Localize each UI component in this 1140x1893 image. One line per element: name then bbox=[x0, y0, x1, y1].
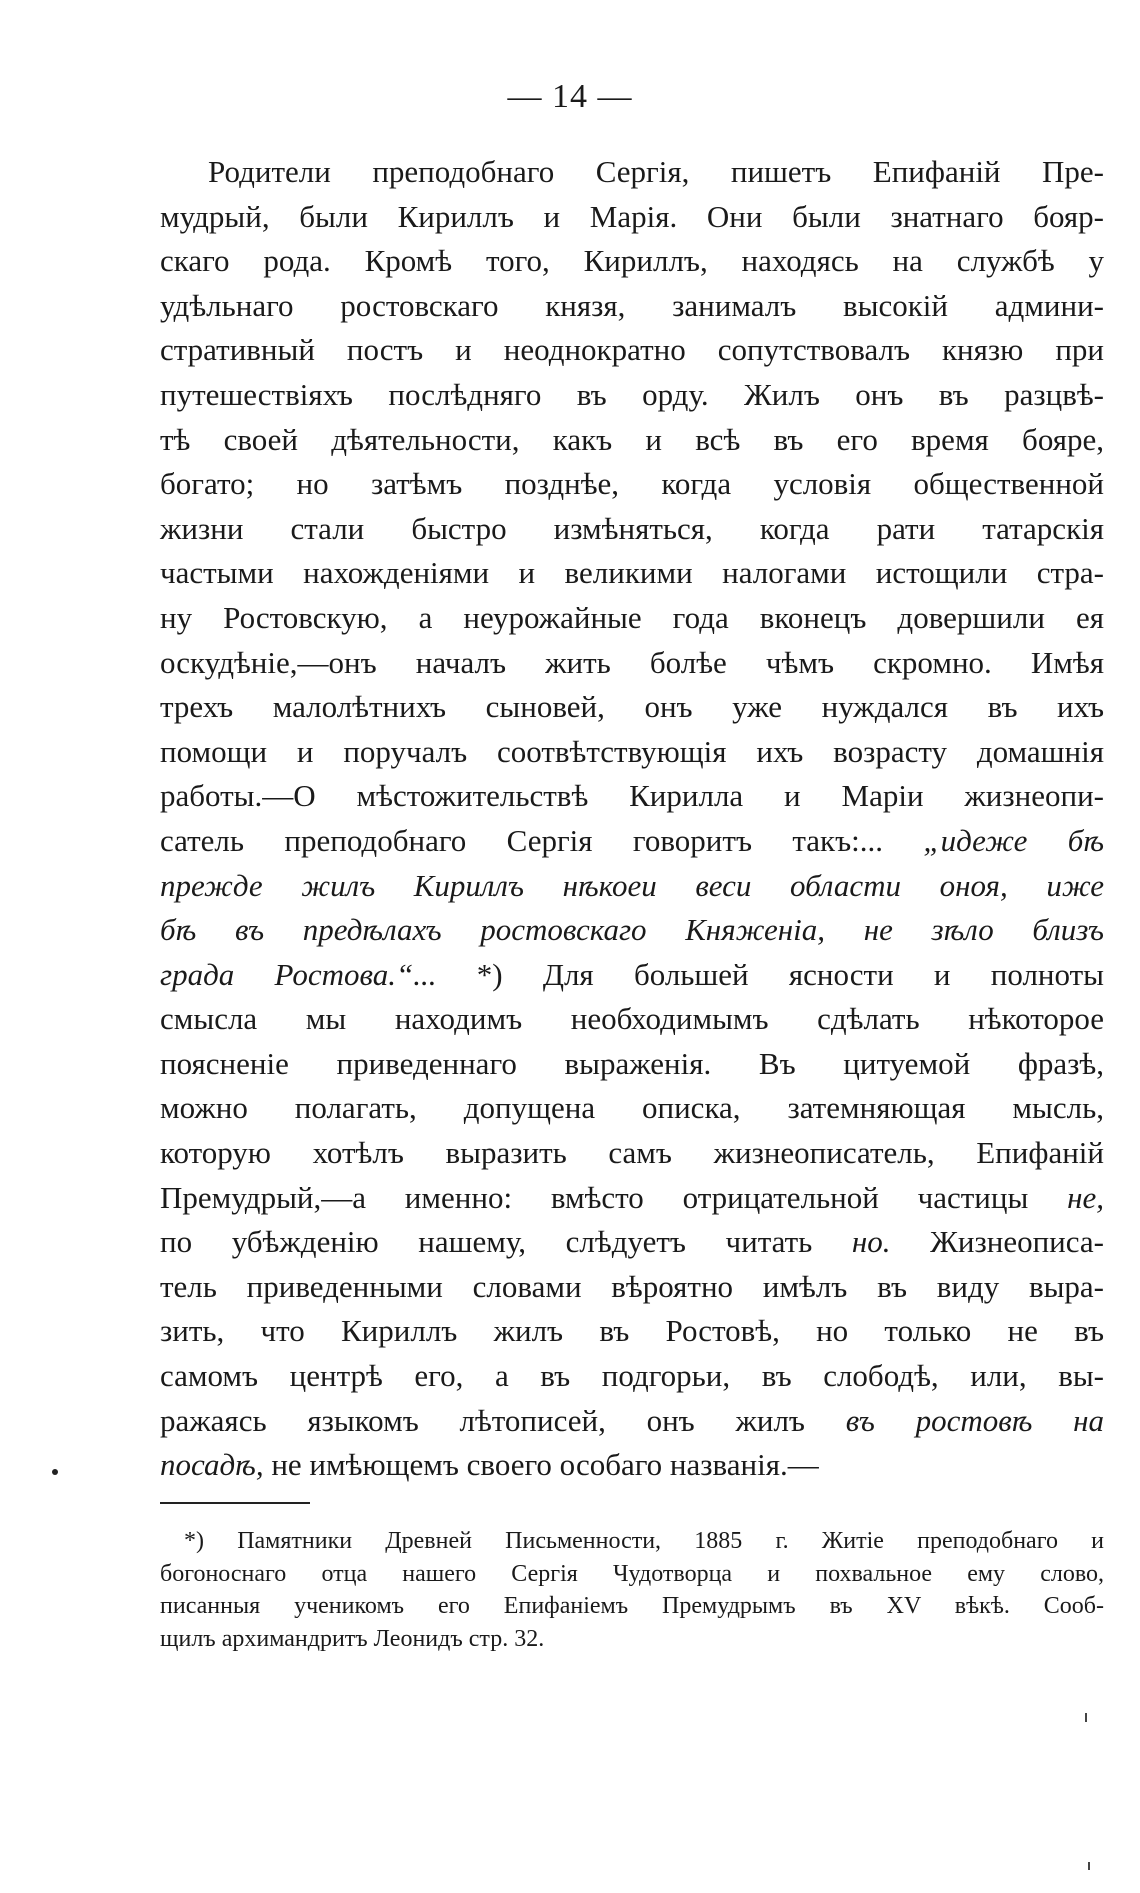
text-segment: самомъ центрѣ его, а въ подгорьи, въ слободѣ, или, вы- bbox=[160, 1358, 1104, 1394]
text-segment: помощи и поручалъ соотвѣтствующія ихъ возрасту домашнія bbox=[160, 733, 1104, 769]
text-line bbox=[160, 685, 1104, 730]
footnote-line: писанныя ученикомъ его Епифаніемъ Премудрымъ въ XV вѣкѣ. Сооб- bbox=[160, 1593, 1104, 1619]
text-line bbox=[160, 1131, 1104, 1176]
text-line bbox=[160, 418, 1104, 463]
text-segment: богато; но затѣмъ позднѣе, когда условія общественной bbox=[160, 466, 1104, 502]
margin-speck bbox=[1088, 1862, 1090, 1870]
italic-quote-segment: не, bbox=[1067, 1179, 1104, 1215]
text-segment: смысла мы находимъ необходимымъ сдѣлать нѣкоторое bbox=[160, 1001, 1104, 1037]
text-line bbox=[160, 641, 1104, 686]
text-line bbox=[160, 1265, 1104, 1310]
text-line bbox=[160, 150, 1104, 195]
text-line bbox=[160, 462, 1104, 507]
footnote-line: *) Памятники Древней Письменности, 1885 г. Житіе преподобнаго и bbox=[184, 1528, 1104, 1554]
text-segment: оскудѣніе,—онъ началъ жить болѣе чѣмъ скромно. Имѣя bbox=[160, 644, 1104, 680]
text-line bbox=[160, 373, 1104, 418]
text-line bbox=[160, 1443, 1104, 1488]
text-segment: стративный постъ и неоднократно сопутствовалъ князю при bbox=[160, 332, 1104, 368]
text-line bbox=[160, 1309, 1104, 1354]
italic-quote-segment: бѣ въ предѣлахъ ростовскаго Княженіа, не зѣло близъ bbox=[160, 912, 1104, 948]
text-segment: сатель преподобнаго Сергія говоритъ такъ:... bbox=[160, 822, 924, 858]
margin-mark bbox=[52, 1469, 58, 1475]
text-line bbox=[160, 195, 1104, 240]
text-segment: тель приведенными словами вѣроятно имѣлъ въ виду выра- bbox=[160, 1268, 1104, 1304]
italic-quote-segment: посадѣ, bbox=[160, 1447, 264, 1483]
text-line bbox=[160, 1399, 1104, 1444]
text-line bbox=[160, 819, 1104, 864]
text-line bbox=[160, 551, 1104, 596]
footnote-line: щилъ архимандритъ Леонидъ стр. 32. bbox=[160, 1625, 545, 1652]
text-line bbox=[160, 908, 1104, 953]
text-segment: Родители преподобнаго Сергія, пишетъ Епифаній Пре- bbox=[208, 154, 1104, 189]
text-line bbox=[160, 284, 1104, 329]
italic-quote-segment: прежде жилъ Кириллъ нѣкоеи веси области оноя, иже bbox=[160, 867, 1104, 903]
text-segment: работы.—О мѣстожительствѣ Кирилла и Маріи жизнеопи- bbox=[160, 778, 1104, 814]
text-line bbox=[160, 1042, 1104, 1087]
footnotes bbox=[160, 1525, 1104, 1655]
text-segment: можно полагать, допущена описка, затемняющая мысль, bbox=[160, 1090, 1104, 1126]
margin-speck bbox=[1085, 1713, 1087, 1722]
text-line bbox=[160, 1176, 1104, 1221]
text-line bbox=[160, 328, 1104, 373]
text-segment: которую хотѣлъ выразить самъ жизнеописатель, Епифаній bbox=[160, 1135, 1104, 1171]
text-line bbox=[160, 1086, 1104, 1131]
text-segment: мудрый, были Кириллъ и Марія. Они были знатнаго бояр- bbox=[160, 198, 1104, 234]
italic-quote-segment: „идеже бѣ bbox=[923, 822, 1104, 858]
text-line bbox=[160, 864, 1104, 909]
text-segment: по убѣжденію нашему, слѣдуетъ читать bbox=[160, 1224, 852, 1260]
italic-quote-segment: въ ростовѣ на bbox=[845, 1402, 1104, 1438]
text-segment: жизни стали быстро измѣняться, когда рати татарскія bbox=[160, 510, 1104, 546]
text-line bbox=[160, 1220, 1104, 1265]
text-segment: Премудрый,—а именно: вмѣсто отрицательной частицы bbox=[160, 1179, 1068, 1215]
text-segment: ражаясь языкомъ лѣтописей, онъ жилъ bbox=[160, 1402, 846, 1438]
text-segment: Жизнеописа- bbox=[890, 1224, 1104, 1260]
text-segment: трехъ малолѣтнихъ сыновей, онъ уже нуждался въ ихъ bbox=[160, 689, 1104, 725]
footnote-rule bbox=[160, 1502, 310, 1504]
text-segment: ну Ростовскую, а неурожайные года вконецъ довершили ея bbox=[160, 599, 1104, 635]
text-line bbox=[160, 774, 1104, 819]
body-text bbox=[160, 150, 1104, 1488]
text-line bbox=[160, 997, 1104, 1042]
text-segment: частыми нахожденіями и великими налогами истощили стра- bbox=[160, 555, 1104, 591]
italic-quote-segment: но. bbox=[851, 1224, 891, 1260]
text-segment: скаго рода. Кромѣ того, Кириллъ, находясь на службѣ у bbox=[160, 243, 1104, 279]
text-segment: поясненіе приведеннаго выраженія. Въ цитуемой фразѣ, bbox=[160, 1045, 1104, 1081]
text-segment: удѣльнаго ростовскаго князя, занималъ высокій админи- bbox=[160, 287, 1104, 323]
text-segment: *) Для большей ясности и полноты bbox=[436, 956, 1104, 992]
text-segment: путешествіяхъ послѣдняго въ орду. Жилъ онъ въ разцвѣ- bbox=[160, 376, 1104, 412]
text-segment: тѣ своей дѣятельности, какъ и всѣ въ его время бояре, bbox=[160, 421, 1104, 457]
text-line bbox=[160, 596, 1104, 641]
text-line bbox=[160, 507, 1104, 552]
text-line bbox=[160, 239, 1104, 284]
text-line bbox=[160, 1354, 1104, 1399]
text-segment: не имѣющемъ своего особаго названія.— bbox=[263, 1447, 819, 1483]
footnote-line: богоноснаго отца нашего Сергія Чудотворца и похвальное ему слово, bbox=[160, 1560, 1104, 1587]
text-line bbox=[160, 730, 1104, 775]
italic-quote-segment: града Ростова.“... bbox=[160, 956, 437, 992]
text-segment: зить, что Кириллъ жилъ въ Ростовѣ, но только не въ bbox=[160, 1313, 1104, 1349]
page-number: — 14 — bbox=[507, 78, 633, 115]
text-line bbox=[160, 953, 1104, 998]
